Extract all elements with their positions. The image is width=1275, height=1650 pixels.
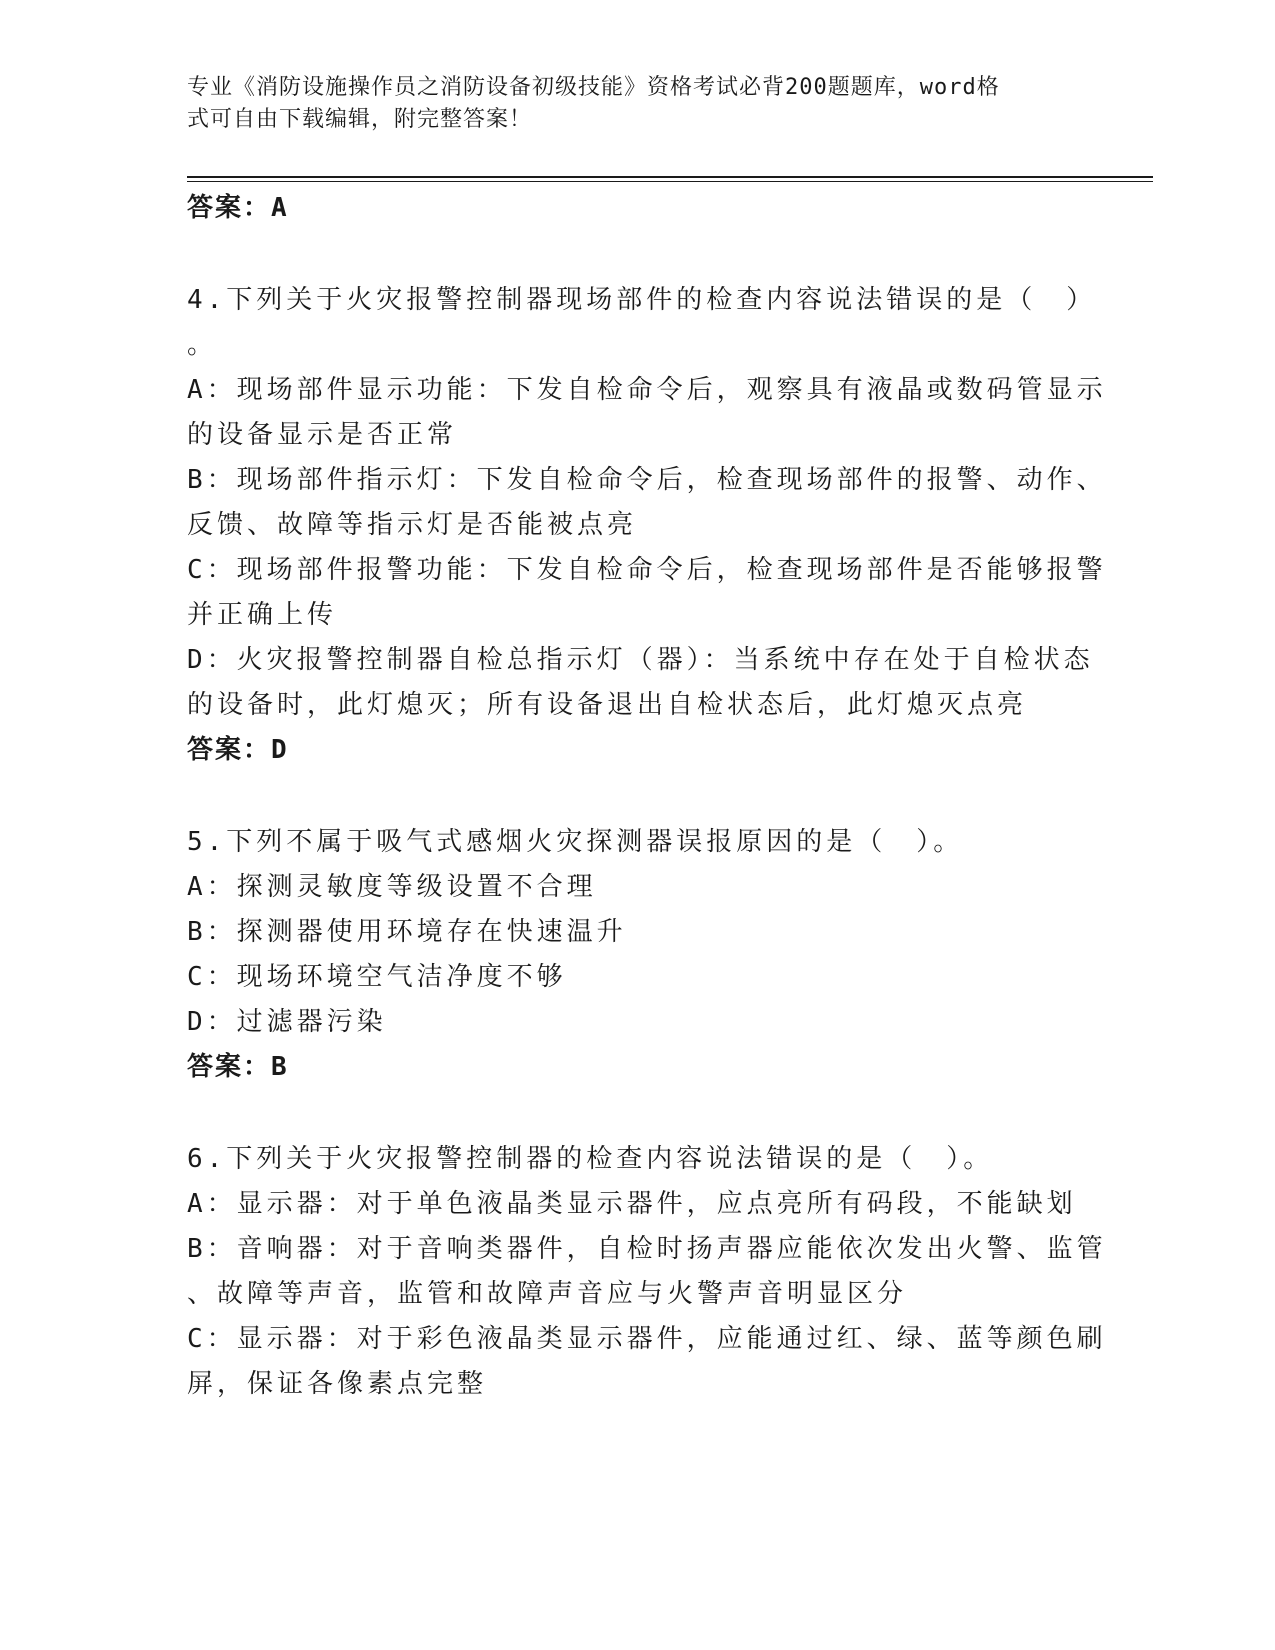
option-b-cont: 、故障等声音，监管和故障声音应与火警声音明显区分 xyxy=(187,1279,908,1309)
header-divider-thin xyxy=(187,181,1153,182)
option-b: B：现场部件指示灯：下发自检命令后，检查现场部件的报警、动作、 xyxy=(187,465,1107,495)
option-a: A：探测灵敏度等级设置不合理 xyxy=(187,872,597,902)
option-c: C：显示器：对于彩色液晶类显示器件，应能通过红、绿、蓝等颜色刷 xyxy=(187,1324,1107,1354)
option-d: D：过滤器污染 xyxy=(187,1007,387,1037)
question-stem: 4.下列关于火灾报警控制器现场部件的检查内容说法错误的是（ ） xyxy=(187,285,1097,315)
option-c-cont: 并正确上传 xyxy=(187,600,338,630)
header-line-1: 专业《消防设施操作员之消防设备初级技能》资格考试必背200题题库，word格 xyxy=(187,75,1000,100)
question-stem: 6.下列关于火灾报警控制器的检查内容说法错误的是（ ）。 xyxy=(187,1144,994,1174)
option-d-cont: 的设备时，此灯熄灭；所有设备退出自检状态后，此灯熄灭点亮 xyxy=(187,690,1028,720)
option-c: C：现场环境空气洁净度不够 xyxy=(187,962,567,992)
previous-answer: 答案：A xyxy=(187,193,289,223)
option-b-cont: 反馈、故障等指示灯是否能被点亮 xyxy=(187,510,638,540)
document-body xyxy=(187,186,1107,1407)
spacer xyxy=(187,773,1087,820)
option-a: A：现场部件显示功能：下发自检命令后，观察具有液晶或数码管显示 xyxy=(187,375,1107,405)
option-c: C：现场部件报警功能：下发自检命令后，检查现场部件是否能够报警 xyxy=(187,555,1107,585)
option-a: A：显示器：对于单色液晶类显示器件，应点亮所有码段，不能缺划 xyxy=(187,1189,1077,1219)
question-5 xyxy=(187,820,1087,1090)
spacer xyxy=(187,231,1087,278)
document-header xyxy=(187,72,1067,136)
option-b: B：音响器：对于音响类器件，自检时扬声器应能依次发出火警、监管 xyxy=(187,1234,1107,1264)
option-c-cont: 屏，保证各像素点完整 xyxy=(187,1369,488,1399)
question-stem: 5.下列不属于吸气式感烟火灾探测器误报原因的是（ ）。 xyxy=(187,827,964,857)
header-line-2: 式可自由下载编辑，附完整答案！ xyxy=(187,107,533,132)
option-b: B：探测器使用环境存在快速温升 xyxy=(187,917,627,947)
answer: 答案：D xyxy=(187,735,289,765)
question-6 xyxy=(187,1137,1107,1407)
question-stem-cont: 。 xyxy=(187,330,218,360)
answer: 答案：B xyxy=(187,1052,289,1082)
option-a-cont: 的设备显示是否正常 xyxy=(187,420,458,450)
question-4 xyxy=(187,278,1107,773)
option-d: D：火灾报警控制器自检总指示灯（器）：当系统中存在处于自检状态 xyxy=(187,645,1094,675)
header-divider-thick xyxy=(187,176,1153,178)
spacer xyxy=(187,1090,1087,1137)
